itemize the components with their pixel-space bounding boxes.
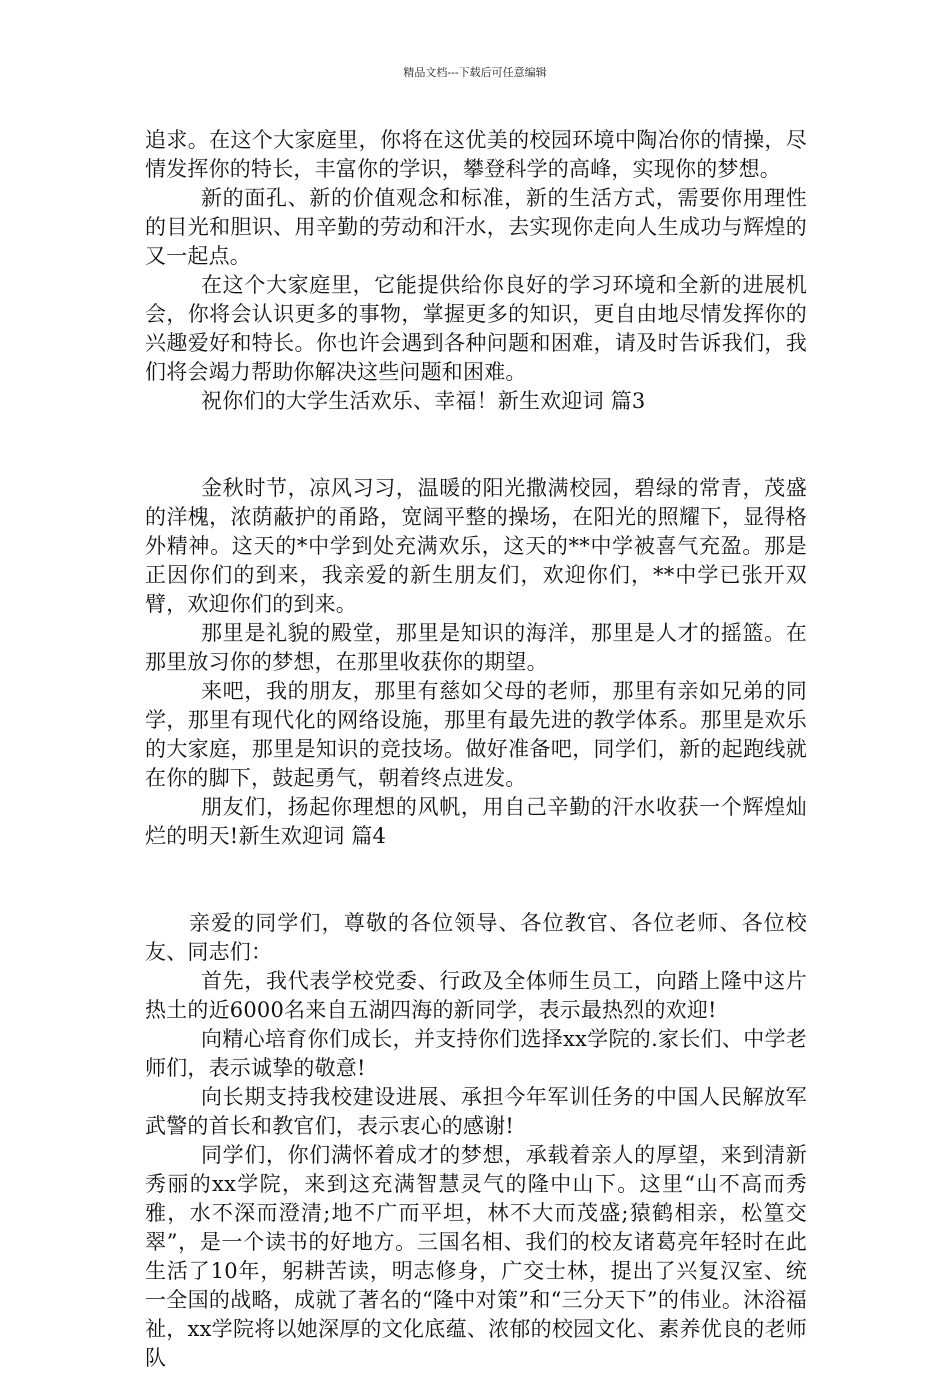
page-header: 精品文档---下载后可任意编辑 <box>403 66 547 79</box>
paragraph: 那里是礼貌的殿堂，那里是知识的海洋，那里是人才的摇篮。在那里放习你的梦想，在那里收获你的期望。 <box>145 621 807 674</box>
paragraph: 新的面孔、新的价值观念和标准，新的生活方式，需要你用理性的目光和胆识、用辛勤的劳动和汗水，去实现你走向人生成功与辉煌的又一起点。 <box>145 186 807 268</box>
paragraph: 来吧，我的朋友，那里有慈如父母的老师，那里有亲如兄弟的同学，那里有现代化的网络设施，那里有最先进的教学体系。那里是欢乐的大家庭，那里是知识的竞技场。做好准备吧，同学们，新的起跑线就在你的脚下，鼓起勇气，朝着终点进发。 <box>145 679 807 790</box>
paragraph: 首先，我代表学校党委、行政及全体师生员工，向踏上隆中这片热土的近6000名来自五湖四海的新同学，表示最热烈的欢迎! <box>145 969 807 1022</box>
document-body <box>145 126 807 1373</box>
section-spacer <box>145 851 807 909</box>
paragraph-continuation: 追求。在这个大家庭里，你将在这优美的校园环境中陶冶你的情操，尽情发挥你的特长，丰富你的学识，攀登科学的高峰，实现你的梦想。 <box>145 128 807 181</box>
section-heading-3: 祝你们的大学生活欢乐、幸福！新生欢迎词 篇3 <box>201 389 646 413</box>
salutation: 亲爱的同学们，尊敬的各位领导、各位教官、各位老师、各位校友、同志们： <box>145 911 807 964</box>
paragraph: 向精心培育你们成长，并支持你们选择xx学院的.家长们、中学老师们，表示诚挚的敬意! <box>145 1027 807 1080</box>
paragraph: 在这个大家庭里，它能提供给你良好的学习环境和全新的进展机会，你将会认识更多的事物，掌握更多的知识，更自由地尽情发挥你的兴趣爱好和特长。你也许会遇到各种问题和困难，请及时告诉我们，我们将会竭力帮助你解决这些问题和困难。 <box>145 273 807 384</box>
paragraph: 金秋时节，凉风习习，温暖的阳光撒满校园，碧绿的常青，茂盛的洋槐，浓荫蔽护的甬路，宽阔平整的操场，在阳光的照耀下，显得格外精神。这天的*中学到处充满欢乐，这天的**中学被喜气充盈。那是正因你们的到来，我亲爱的新生朋友们，欢迎你们，**中学已张开双臂，欢迎你们的到来。 <box>145 476 807 616</box>
section-spacer <box>145 416 807 474</box>
section-heading-4: 朋友们，扬起你理想的风帆，用自己辛勤的汗水收获一个辉煌灿烂的明天!新生欢迎词 篇4 <box>145 795 807 848</box>
paragraph: 同学们，你们满怀着成才的梦想，承载着亲人的厚望，来到清新秀丽的xx学院，来到这充满智慧灵气的隆中山下。这里“山不高而秀雅，水不深而澄清;地不广而平坦，林不大而茂盛;猿鹤相亲，松篁交翠”，是一个读书的好地方。三国名相、我们的校友诸葛亮年轻时在此生活了10年，躬耕苦读，明志修身，广交士林，提出了兴复汉室、统一全国的战略，成就了著名的“隆中对策”和“三分天下”的伟业。沐浴福祉，xx学院将以她深厚的文化底蕴、浓郁的校园文化、素养优良的老师队 <box>145 1143 807 1370</box>
paragraph: 向长期支持我校建设进展、承担今年军训任务的中国人民解放军武警的首长和教官们，表示衷心的感谢! <box>145 1085 807 1138</box>
